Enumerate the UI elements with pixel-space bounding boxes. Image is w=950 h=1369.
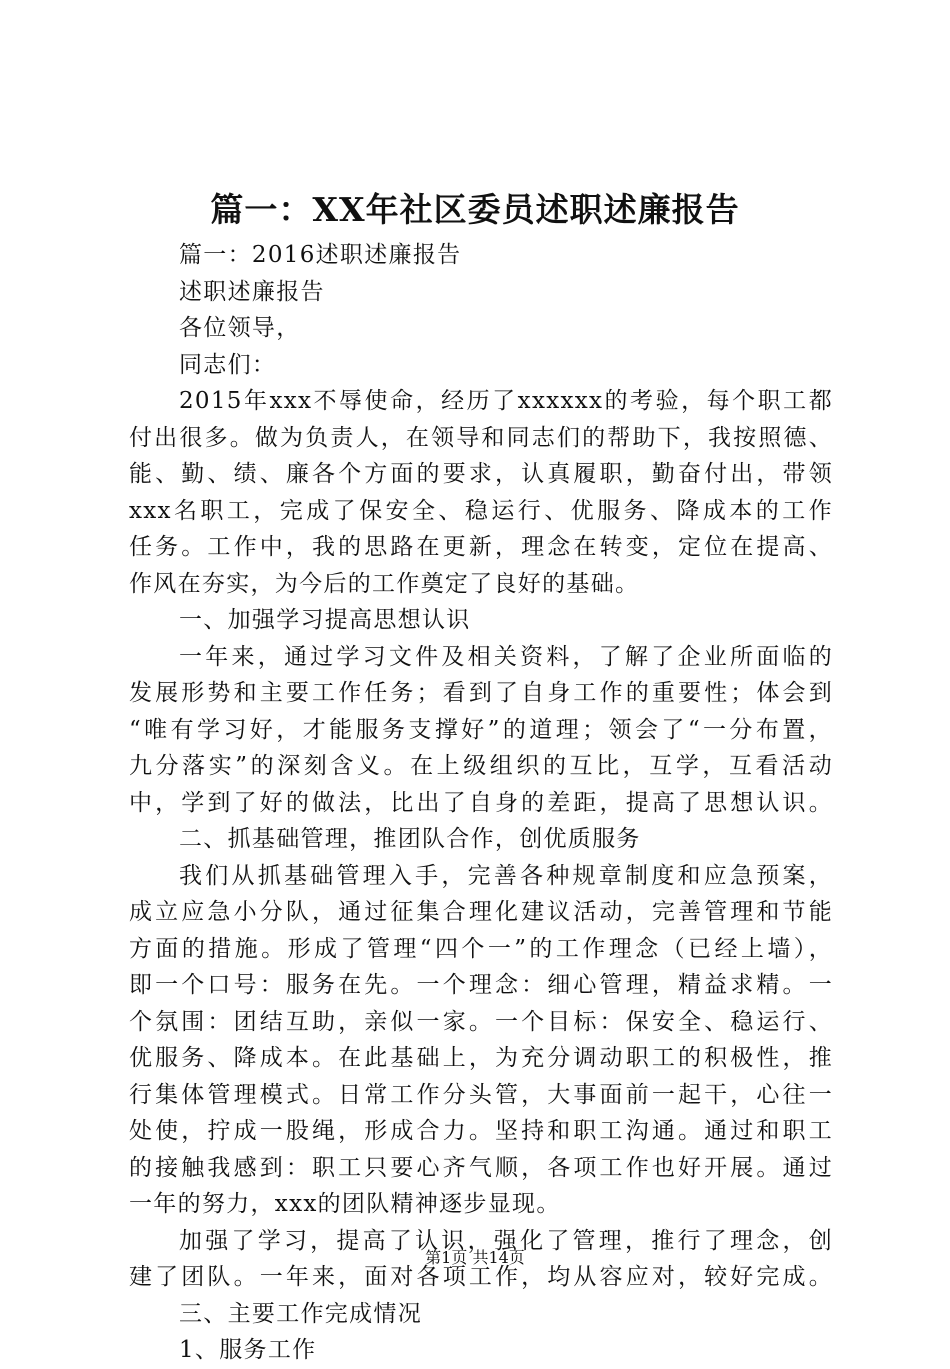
text-line: 任务。工作中，我的思路在更新，理念在转变，定位在提高、 [129, 534, 833, 560]
text-line: 三、主要工作完成情况 [179, 1300, 422, 1327]
text-line: 篇一：2016述职述廉报告 [179, 242, 462, 268]
text-line: 行集体管理模式。日常工作分头管，大事面前一起干，心往一 [129, 1081, 833, 1108]
text-line: 个氛围：团结互助，亲似一家。一个目标：保安全、稳运行、 [129, 1008, 833, 1035]
text-line: 处使，拧成一股绳，形成合力。坚持和职工沟通。通过和职工 [129, 1118, 833, 1144]
text-line: 各位领导， [179, 315, 301, 341]
text-line: 中，学到了好的做法，比出了自身的差距，提高了思想认识。 [129, 789, 833, 816]
text-line: xxx名职工，完成了保安全、稳运行、优服务、降成本的工作 [129, 497, 833, 524]
text-line: 同志们： [179, 351, 277, 378]
text-line: 即一个口号：服务在先。一个理念：细心管理，精益求精。一 [129, 972, 833, 998]
page-footer: 第1页 共14页 [425, 1248, 525, 1267]
text-line: 2015年xxx不辱使命，经历了xxxxxx的考验，每个职工都 [179, 388, 833, 414]
text-line: 述职述廉报告 [179, 278, 325, 305]
text-line: 二、抓基础管理，推团队合作，创优质服务 [179, 826, 641, 852]
document-body [129, 237, 833, 1369]
document-title: 篇一：XX年社区委员述职述廉报告 [210, 190, 740, 229]
text-line: 付出很多。做为负责人，在领导和同志们的帮助下，我按照德、 [129, 424, 833, 451]
text-line: 的接触我感到：职工只要心齐气顺，各项工作也好开展。通过 [129, 1154, 833, 1181]
text-line: 成立应急小分队，通过征集合理化建议活动，完善管理和节能 [129, 899, 833, 925]
text-line: 方面的措施。形成了管理“四个一”的工作理念（已经上墙）， [129, 935, 833, 962]
text-line: 作风在夯实，为今后的工作奠定了良好的基础。 [129, 570, 640, 597]
text-line: 建了团队。一年来，面对各项工作，均从容应对，较好完成。 [129, 1264, 833, 1290]
text-line: 九分落实”的深刻含义。在上级组织的互比，互学，互看活动 [129, 753, 833, 779]
text-line: 一年来，通过学习文件及相关资料，了解了企业所面临的 [179, 643, 833, 670]
text-line: 我们从抓基础管理入手，完善各种规章制度和应急预案， [179, 862, 833, 889]
text-line: 1、服务工作 [179, 1337, 317, 1363]
text-line: “唯有学习好，才能服务支撑好”的道理；领会了“一分布置， [129, 716, 833, 743]
text-line: 优服务、降成本。在此基础上，为充分调动职工的积极性，推 [129, 1045, 833, 1071]
text-line: 发展形势和主要工作任务；看到了自身工作的重要性；体会到 [129, 680, 833, 706]
text-line: 一年的努力，xxx的团队精神逐步显现。 [129, 1191, 561, 1217]
text-line: 加强了学习，提高了认识，强化了管理，推行了理念，创 [179, 1227, 833, 1254]
text-line: 能、勤、绩、廉各个方面的要求，认真履职，勤奋付出，带领 [129, 461, 833, 487]
text-line: 一、加强学习提高思想认识 [179, 607, 471, 633]
